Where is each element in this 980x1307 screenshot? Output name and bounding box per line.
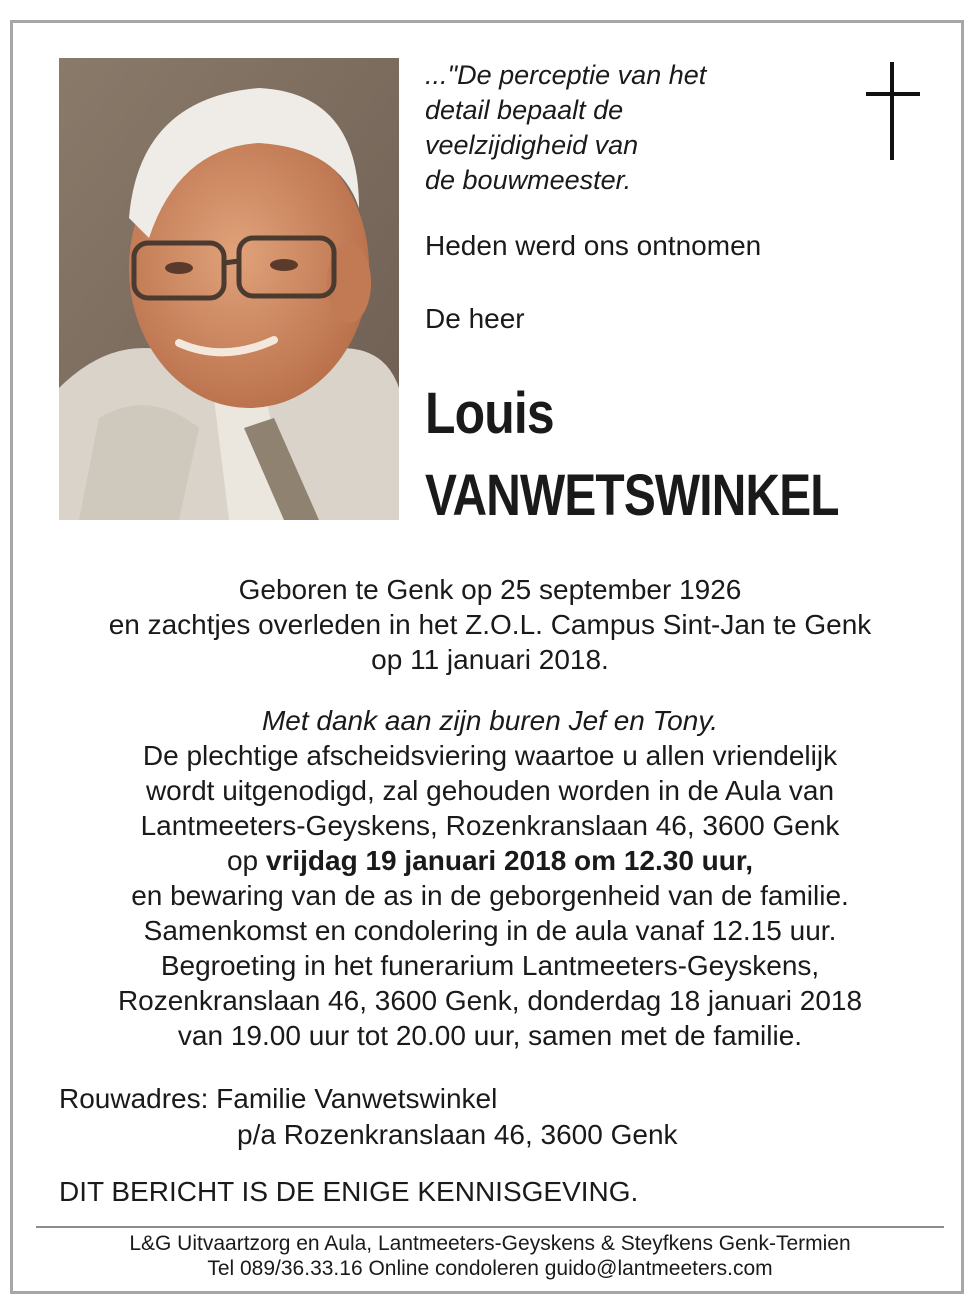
service-date-line: [30, 843, 950, 878]
mourning-address: [59, 1081, 678, 1153]
quote-line: ..."De perceptie van het: [425, 60, 707, 90]
date-prefix: op: [226, 845, 266, 876]
birth-line: Geboren te Genk op 25 september 1926: [238, 574, 742, 605]
title-text: De heer: [425, 303, 525, 334]
footer-divider: [36, 1226, 944, 1228]
service-line: Samenkomst en condolering in de aula vanaf 12.15 uur.: [143, 915, 837, 946]
service-line: van 19.00 uur tot 20.00 uur, samen met de familie.: [177, 1020, 803, 1051]
portrait-photo: [59, 58, 399, 520]
quote-line: veelzijdigheid van: [425, 130, 639, 160]
birth-death-block: [30, 572, 950, 677]
footer-line: Tel 089/36.33.16 Online condoleren guido@lantmeeters.com: [207, 1257, 773, 1280]
service-line: en bewaring van de as in de geborgenheid van de familie.: [131, 880, 849, 911]
deceased-last-name: VANWETSWINKEL: [425, 463, 839, 528]
service-line: wordt uitgenodigd, zal gehouden worden in de Aula van: [145, 775, 835, 806]
death-date-line: op 11 januari 2018.: [371, 644, 609, 675]
cross-icon: [862, 62, 924, 160]
service-line: De plechtige afscheidsviering waartoe u allen vriendelijk: [142, 740, 838, 771]
thanks-line: Met dank aan zijn buren Jef en Tony.: [261, 705, 719, 736]
death-line: en zachtjes overleden in het Z.O.L. Campus Sint-Jan te Genk: [108, 609, 872, 640]
footer: [36, 1231, 944, 1281]
service-line: Lantmeeters-Geyskens, Rozenkranslaan 46, 3600 Genk: [140, 810, 840, 841]
service-block: [30, 703, 950, 1053]
service-line: Begroeting in het funerarium Lantmeeters-Geyskens,: [160, 950, 820, 981]
deceased-first-name: Louis: [425, 381, 554, 446]
service-date: vrijdag 19 januari 2018 om 12.30 uur,: [265, 845, 754, 876]
only-notice-text: DIT BERICHT IS DE ENIGE KENNISGEVING.: [59, 1176, 639, 1207]
quote: [425, 58, 706, 198]
quote-line: de bouwmeester.: [425, 165, 632, 195]
address-line: Rouwadres: Familie Vanwetswinkel: [59, 1083, 498, 1114]
footer-line: L&G Uitvaartzorg en Aula, Lantmeeters-Geyskens & Steyfkens Genk-Termien: [129, 1232, 851, 1255]
intro-text: Heden werd ons ontnomen: [425, 230, 762, 261]
service-line: Rozenkranslaan 46, 3600 Genk, donderdag 18 januari 2018: [117, 985, 863, 1016]
address-line: p/a Rozenkranslaan 46, 3600 Genk: [237, 1119, 678, 1150]
quote-line: detail bepaalt de: [425, 95, 624, 125]
